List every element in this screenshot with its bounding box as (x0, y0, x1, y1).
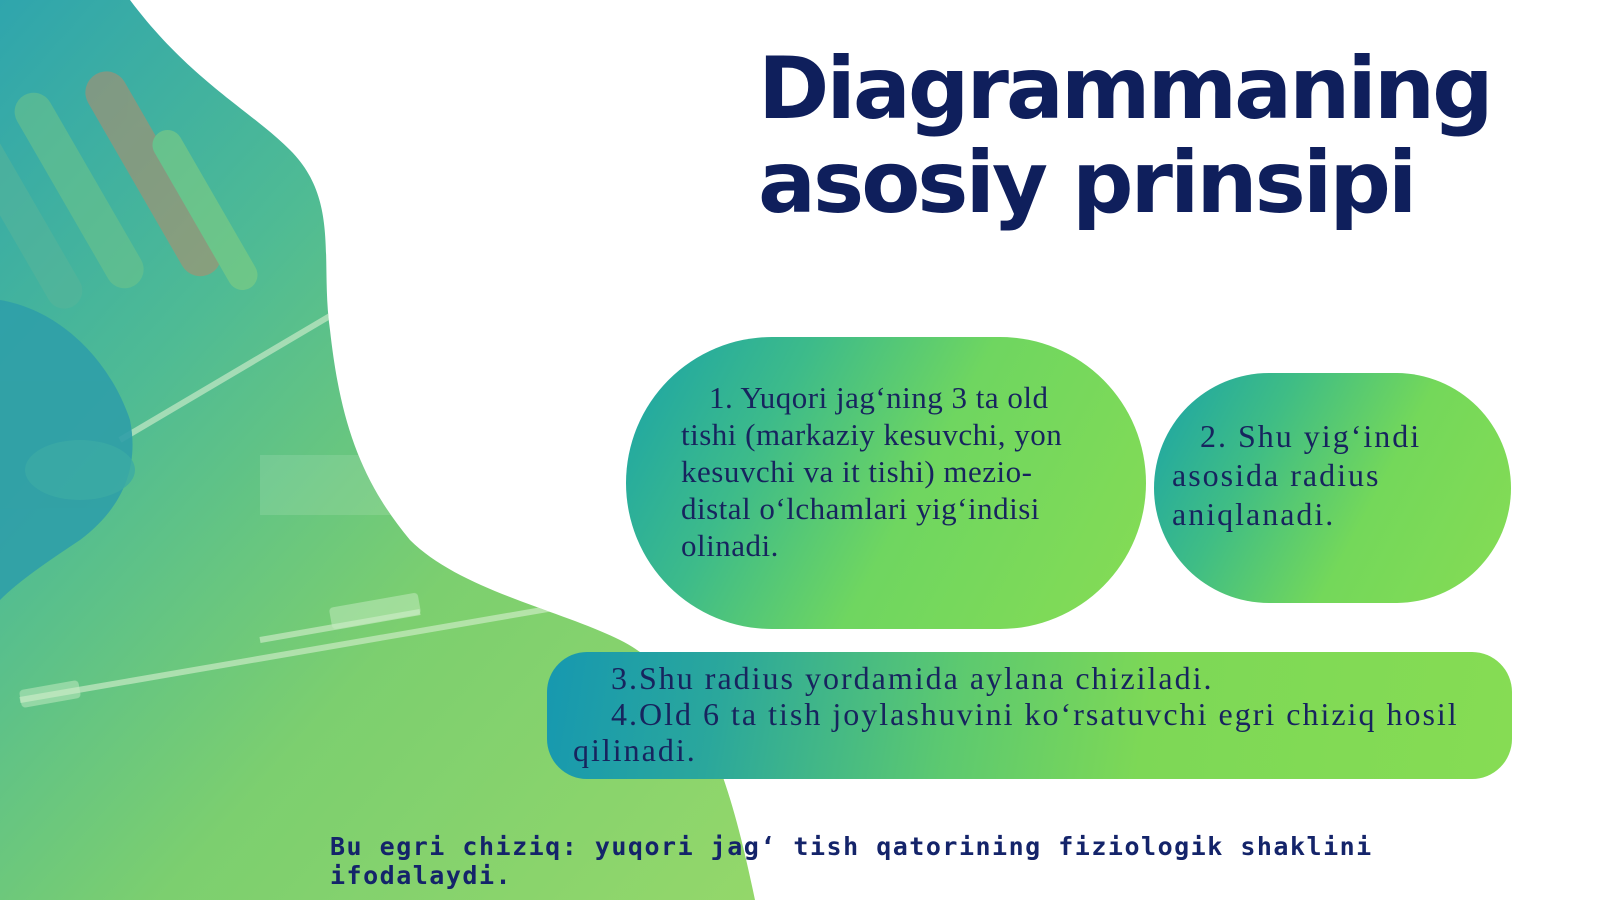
step-4-text: 4.Old 6 ta tish joylashuvini ko‘rsatuvchi egri chiziq hosil qilinadi. (573, 696, 1459, 768)
step-3-text: 3.Shu radius yordamida aylana chiziladi. (611, 660, 1214, 696)
step-1-text: 1. Yuqori jag‘ning 3 ta old tishi (markaziy kesuvchi, yon kesuvchi va it tishi) mezio-distal o‘lchamlari yig‘indisi olinadi. (681, 380, 1063, 563)
step-2-bubble (1154, 373, 1511, 603)
slide-title (758, 39, 1558, 233)
footer-note: Bu egri chiziq: yuqori jag‘ tish qatorining fiziologik shaklini ifodalaydi. (330, 832, 1373, 890)
step-1-bubble (626, 337, 1146, 629)
title-line-1: Diagrammaning (758, 39, 1491, 139)
steps-3-4-bubble (547, 652, 1512, 779)
title-line-2: asosiy prinsipi (758, 133, 1415, 233)
step-2-text: 2. Shu yig‘indi asosida radius aniqlanadi. (1172, 418, 1422, 532)
